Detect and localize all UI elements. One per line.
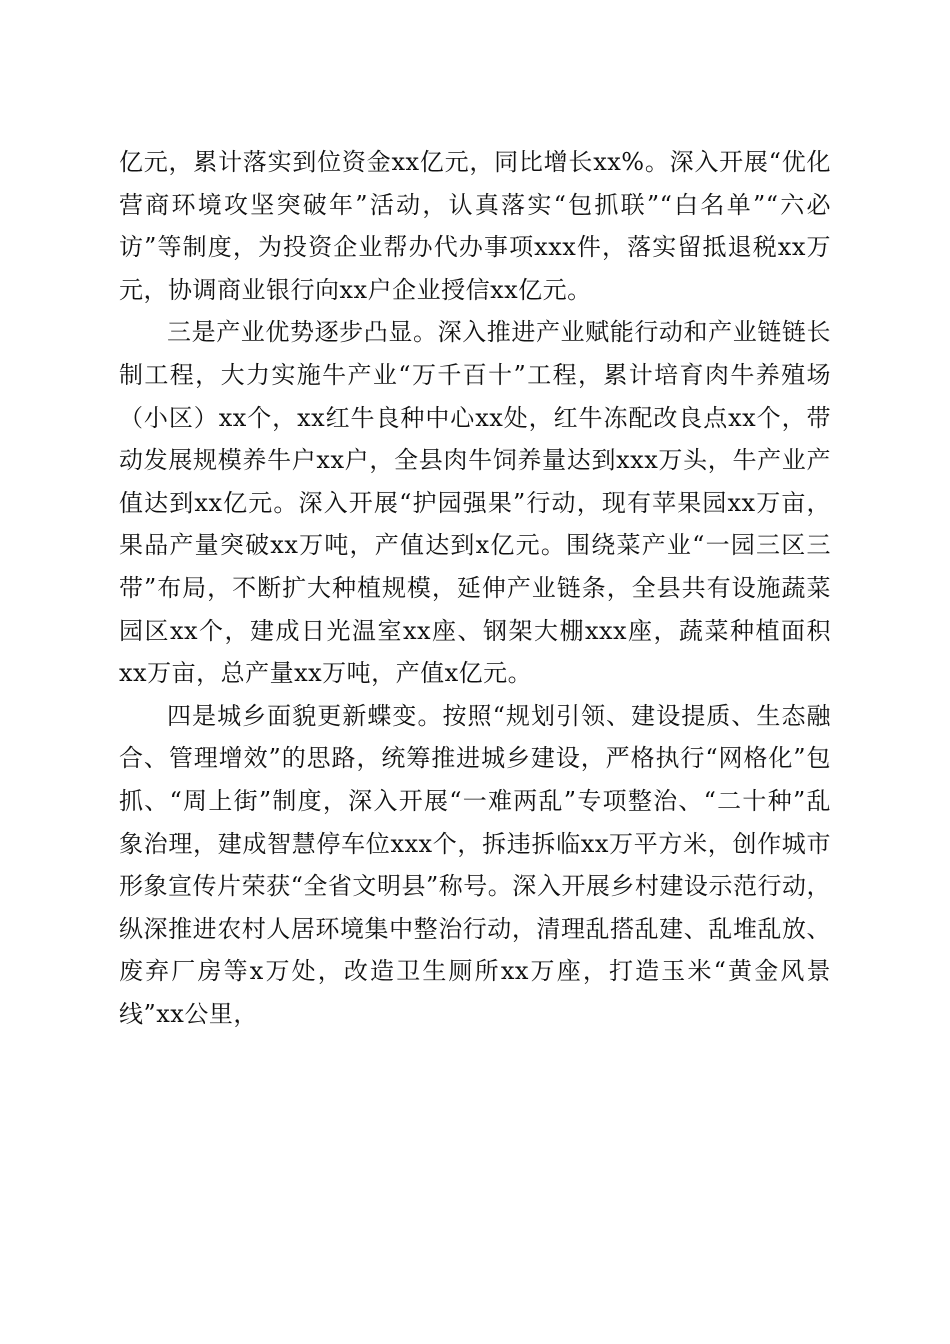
paragraph-text: 按照“规划引领、建设提质、生态融合、管理增效”的思路，统筹推进城乡建设，严格执行“网格化”包抓、“周上街”制度，深入开展“一难两乱”专项整治、“二十种”乱象治理，建成智慧停车位xxx个，拆违拆临xx万平方米，创作城市形象宣传片荣获“全省文明县”称号。深入开展乡村建设示范行动，纵深推进农村人居环境集中整治行动，清理乱搭乱建、乱堆乱放、废弃厂房等x万处，改造卫生厕所xx万座，打造玉米“黄金风景线”xx公里，	[119, 701, 831, 1028]
paragraph-text: 亿元，累计落实到位资金xx亿元，同比增长xx%。深入开展“优化营商环境攻坚突破年”活动，认真落实“包抓联”“白名单”“六必访”等制度，为投资企业帮办代办事项xxx件，落实留抵退税xx万元，协调商业银行向xx户企业授信xx亿元。	[119, 148, 831, 304]
paragraph-lead: 四是城乡面貌更新蝶变。	[167, 701, 443, 730]
paragraph-text: 深入推进产业赋能行动和产业链链长制工程，大力实施牛产业“万千百十”工程，累计培育肉牛养殖场（小区）xx个，xx红牛良种中心xx处，红牛冻配改良点xx个，带动发展规模养牛户xx户，全县肉牛饲养量达到xxx万头，牛产业产值达到xx亿元。深入开展“护园强果”行动，现有苹果园xx万亩，果品产量突破xx万吨，产值达到x亿元。围绕菜产业“一园三区三带”布局，不断扩大种植规模，延伸产业链条，全县共有设施蔬菜园区xx个，建成日光温室xx座、钢架大棚xxx座，蔬菜种植面积xx万亩，总产量xx万吨，产值x亿元。	[119, 318, 832, 688]
paragraph-lead: 三是产业优势逐步凸显。	[167, 318, 438, 347]
paragraph-investment	[119, 141, 831, 311]
paragraph-urban-rural	[119, 695, 831, 1036]
paragraph-industry	[119, 311, 831, 694]
document-body	[119, 141, 831, 1035]
